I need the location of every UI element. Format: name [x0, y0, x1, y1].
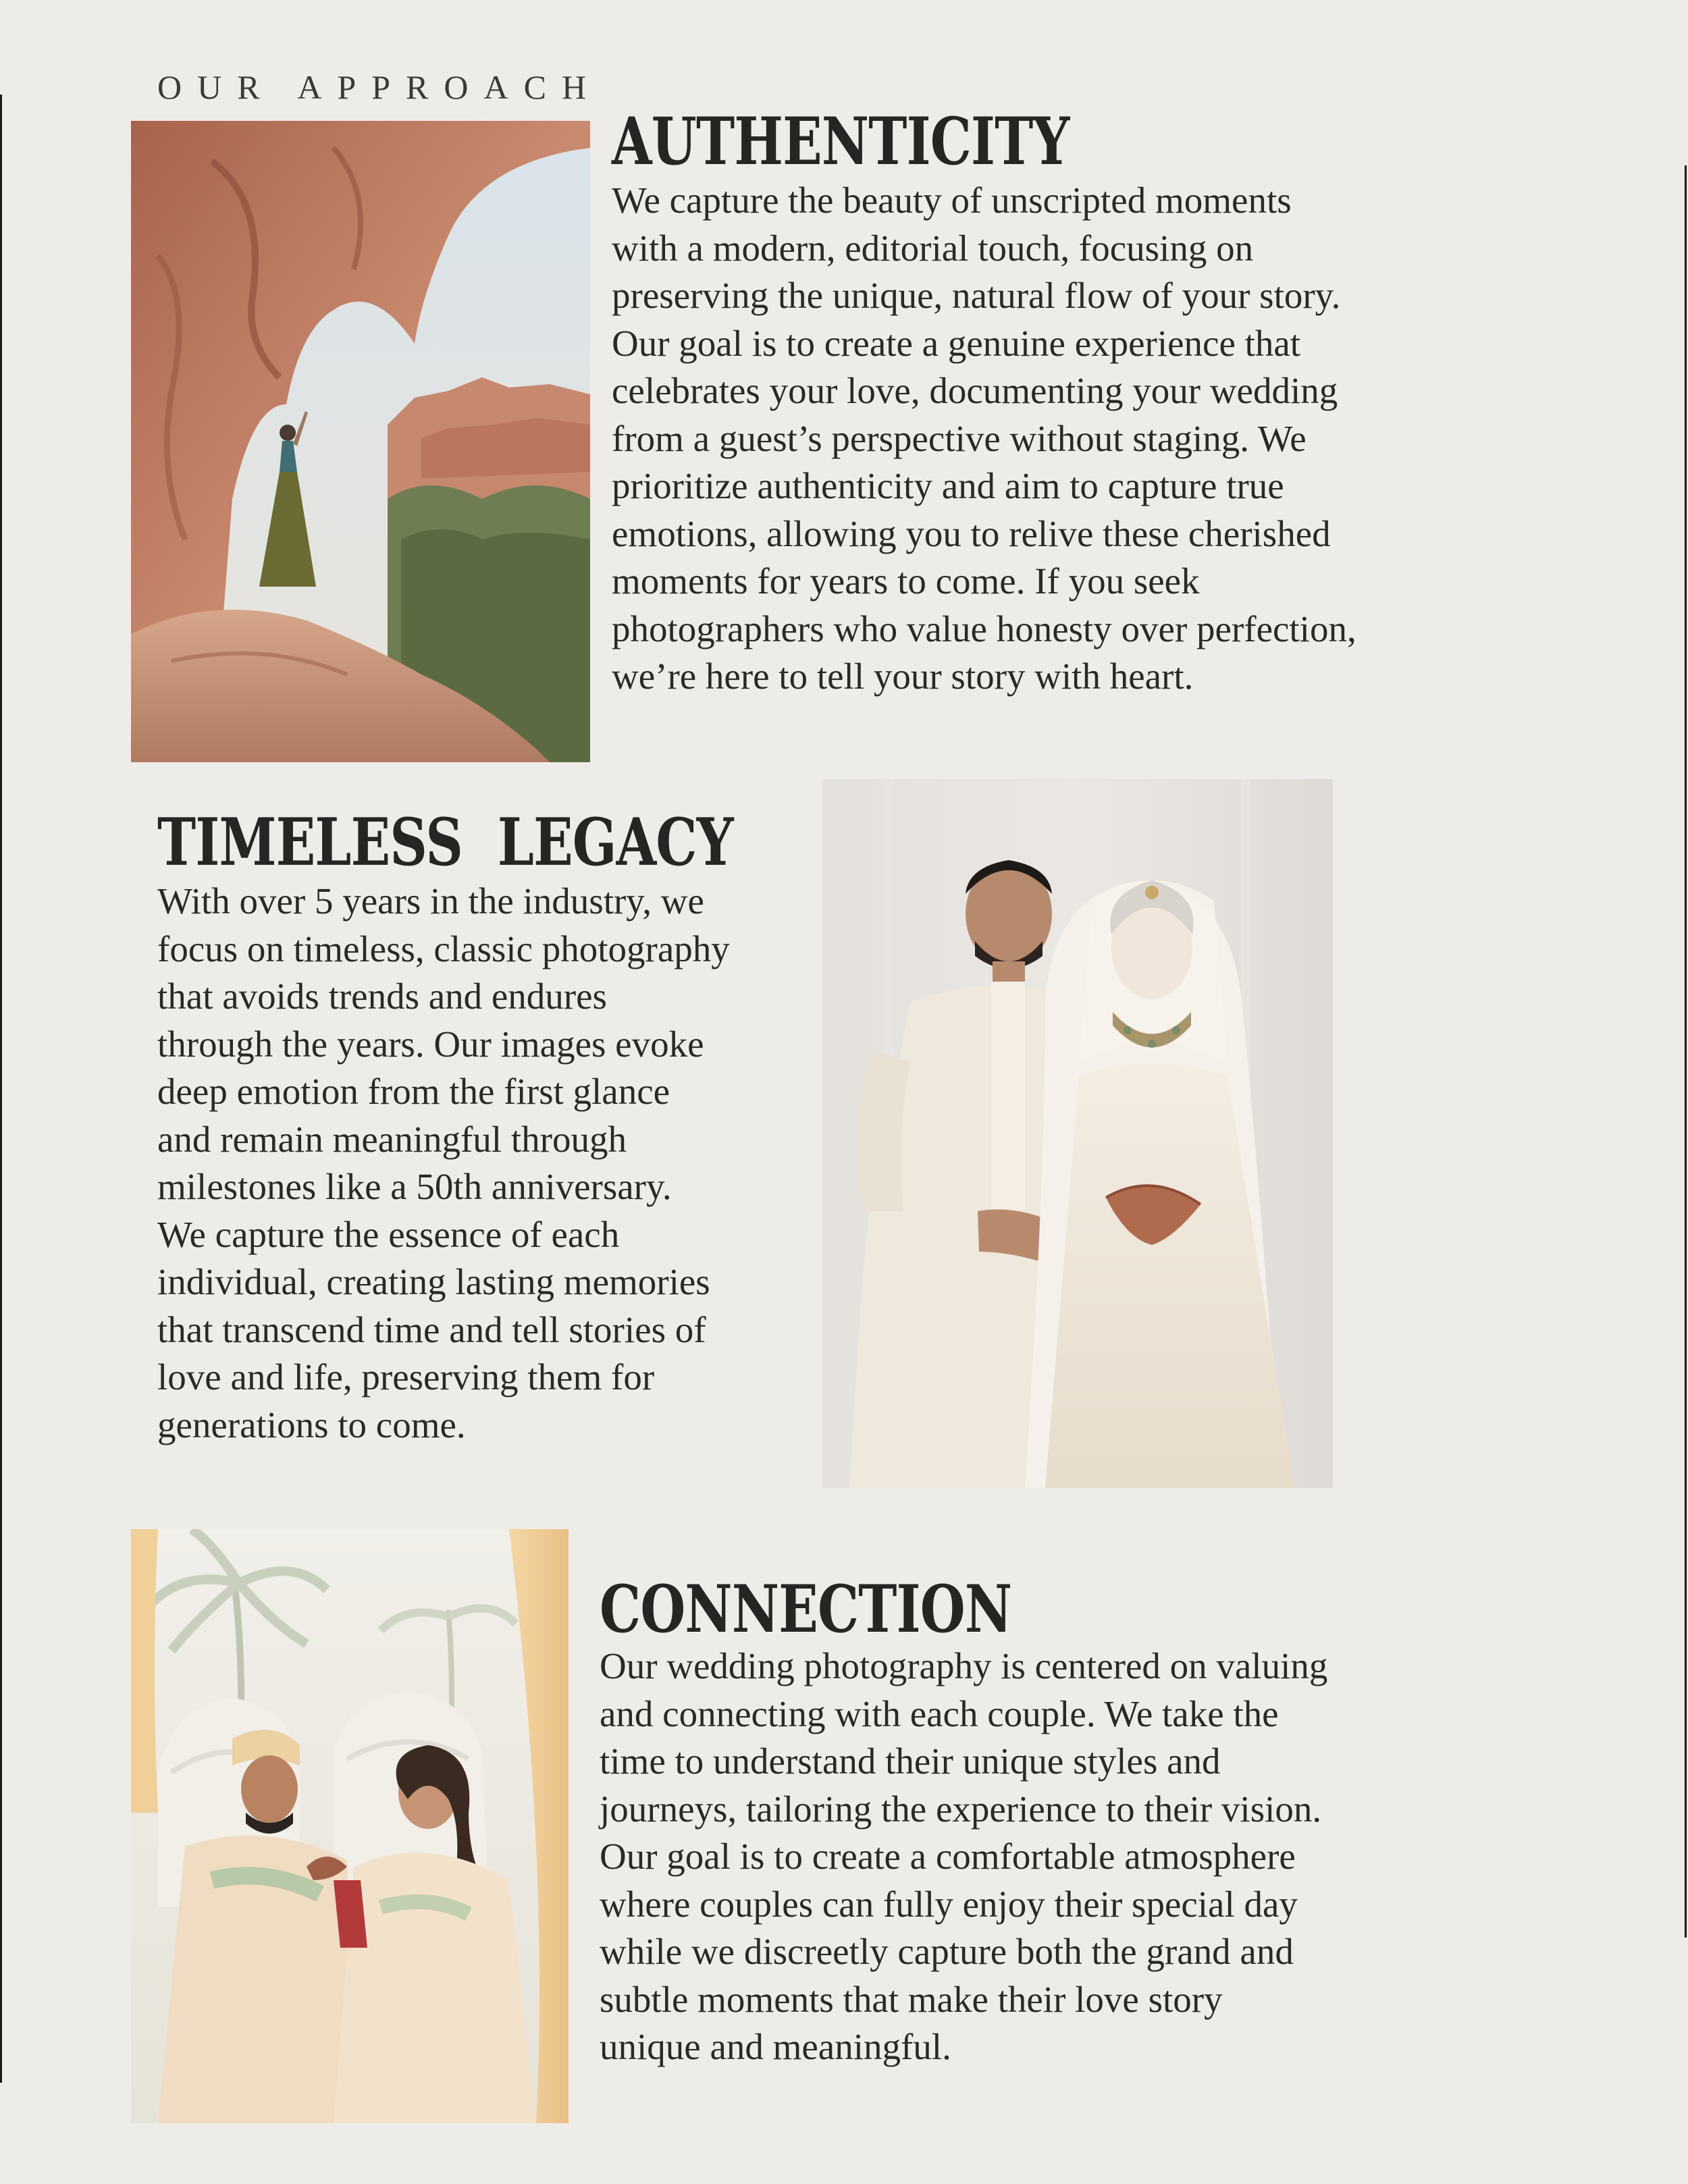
body-line: We capture the essence of each — [157, 1213, 620, 1255]
body-line: where couples can fully enjoy their special day — [600, 1883, 1298, 1925]
body-line: With over 5 years in the industry, we — [157, 880, 704, 922]
body-line: that transcend time and tell stories of — [157, 1308, 706, 1350]
body-line: and remain meaningful through — [157, 1118, 627, 1160]
body-line: we’re here to tell your story with heart. — [612, 656, 1194, 697]
section-title-timeless-legacy: TIMELESS LEGACY — [157, 804, 733, 880]
body-line: individual, creating lasting memories — [157, 1261, 710, 1302]
body-line: emotions, allowing you to relive these cherished — [612, 512, 1331, 554]
body-line: love and life, preserving them for — [157, 1356, 655, 1397]
body-line: preserving the unique, natural flow of your story. — [612, 275, 1341, 316]
section-title-connection: CONNECTION — [600, 1571, 1012, 1647]
body-line: moments for years to come. If you seek — [612, 560, 1200, 602]
body-line: Our goal is to create a genuine experience that — [612, 322, 1301, 364]
body-line: time to understand their unique styles and — [600, 1740, 1221, 1782]
body-line: focus on timeless, classic photography — [157, 928, 730, 969]
body-line: journeys, tailoring the experience to their vision. — [600, 1788, 1322, 1830]
photo-couple-seated-at-ceremony — [131, 1529, 569, 2123]
body-line: and connecting with each couple. We take the — [600, 1693, 1279, 1734]
right-edge-line — [1685, 165, 1687, 1938]
body-line: while we discreetly capture both the grand and — [600, 1931, 1294, 1972]
body-line: from a guest’s perspective without staging. We — [612, 417, 1307, 459]
body-line: photographers who value honesty over perfection, — [612, 608, 1356, 649]
body-line: Our goal is to create a comfortable atmosphere — [600, 1836, 1296, 1877]
body-line: subtle moments that make their love story — [600, 1978, 1223, 2020]
body-line: prioritize authenticity and aim to capture true — [612, 465, 1284, 506]
body-line: Our wedding photography is centered on valuing — [600, 1645, 1328, 1686]
body-line: with a modern, editorial touch, focusing on — [612, 227, 1254, 269]
left-edge-line — [0, 95, 2, 2083]
eyebrow-heading: OUR APPROACH — [157, 68, 602, 106]
body-line: We capture the beauty of unscripted moments — [612, 180, 1292, 221]
photo-couple-portrait-in-ivory — [822, 779, 1333, 1488]
body-line: that avoids trends and endures — [157, 976, 607, 1017]
section-body-timeless-legacy — [157, 878, 730, 1449]
photo-woman-in-red-rock-canyon — [131, 121, 590, 762]
body-line: celebrates your love, documenting your wedding — [612, 370, 1338, 411]
section-body-authenticity — [612, 177, 1356, 701]
section-title-authenticity: AUTHENTICITY — [612, 103, 1070, 180]
body-line: unique and meaningful. — [600, 2026, 951, 2067]
body-line: milestones like a 50th anniversary. — [157, 1166, 672, 1207]
body-line: through the years. Our images evoke — [157, 1023, 704, 1065]
section-body-connection — [600, 1643, 1327, 2071]
body-line: deep emotion from the first glance — [157, 1071, 670, 1112]
body-line: generations to come. — [157, 1404, 466, 1445]
